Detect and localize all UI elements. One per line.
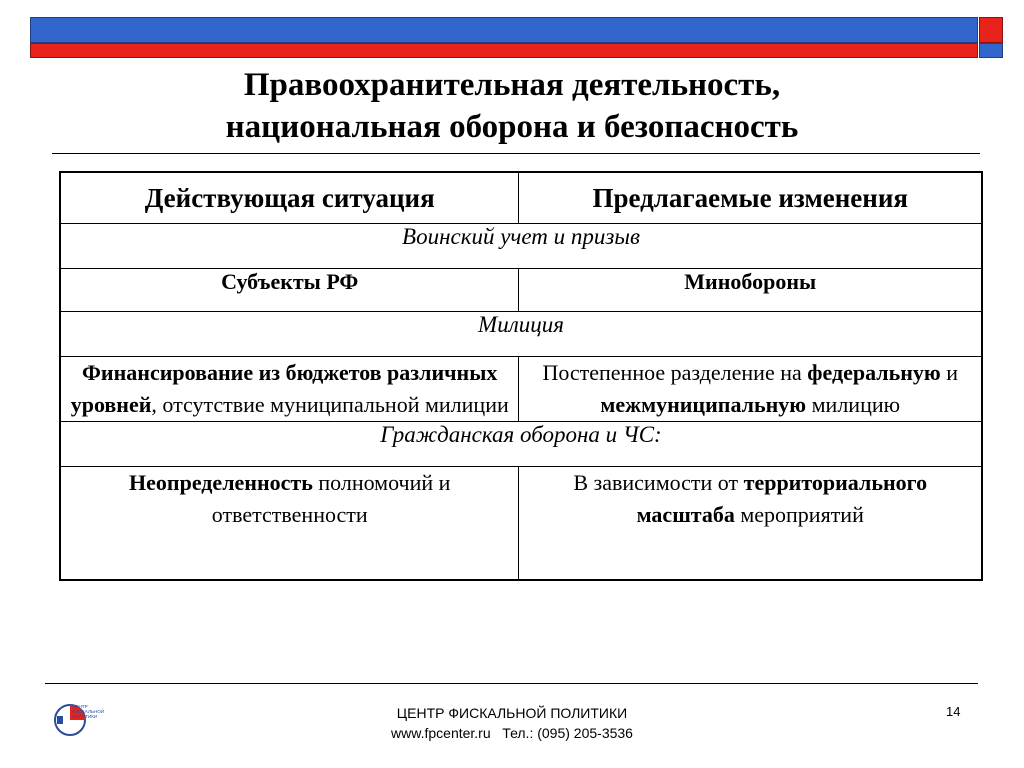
corner-blue-square [979,43,1003,58]
cell-proposed [519,467,982,581]
cell-current [60,357,519,422]
footer-divider [45,683,978,684]
text: полномочий и ответственности [211,470,451,527]
bold-text: Финансирование из бюджетов различных уровней [70,360,498,417]
text: В зависимости от [573,470,744,495]
footer-contact: www.fpcenter.ru Тел.: (095) 205-3536 [391,725,633,741]
header-proposed-changes: Предлагаемые изменения [519,172,982,224]
page-number: 14 [946,704,961,719]
header-row [60,172,982,224]
bold-text: межмуниципальную [600,392,807,417]
slide-title-line-1: Правоохранительная деятельность, [243,67,781,103]
logo-text-1: ЦЕНТР [72,704,88,709]
bold-text: территориального масштаба [636,470,928,527]
section-row [60,224,982,269]
text: милицию [806,392,901,417]
text: мероприятий [734,502,864,527]
logo-text-3: ПОЛИТИКИ [72,714,98,719]
section-police: Милиция [60,312,982,357]
section-row [60,422,982,467]
table-row [60,357,982,422]
text: и [940,360,959,385]
slide-title-line-2: национальная оборона и безопасность [225,109,799,145]
corner-red-square [979,17,1003,43]
comparison-table [59,171,983,581]
bold-text: федеральную [807,360,941,385]
table-row [60,269,982,312]
cell-current [60,467,519,581]
table-row [60,467,982,581]
section-civil-defense: Гражданская оборона и ЧС: [60,422,982,467]
top-blue-bar [30,17,978,43]
cell-proposed [519,357,982,422]
top-red-bar [30,43,978,58]
cell-current: Субъекты РФ [60,269,519,312]
slide-title [0,64,1024,148]
cell-proposed: Минобороны [519,269,982,312]
section-row [60,312,982,357]
footer [0,703,1024,743]
text: Постепенное разделение на [542,360,808,385]
section-military-registration: Воинский учет и призыв [60,224,982,269]
title-divider [52,153,980,154]
bold-text: Неопределенность [129,470,313,495]
logo-text-2: ФИСКАЛЬНОЙ [72,709,105,714]
footer-org-name: ЦЕНТР ФИСКАЛЬНОЙ ПОЛИТИКИ [396,705,628,721]
text: , отсутствие муниципальной милиции [151,392,509,417]
header-current-situation: Действующая ситуация [60,172,519,224]
